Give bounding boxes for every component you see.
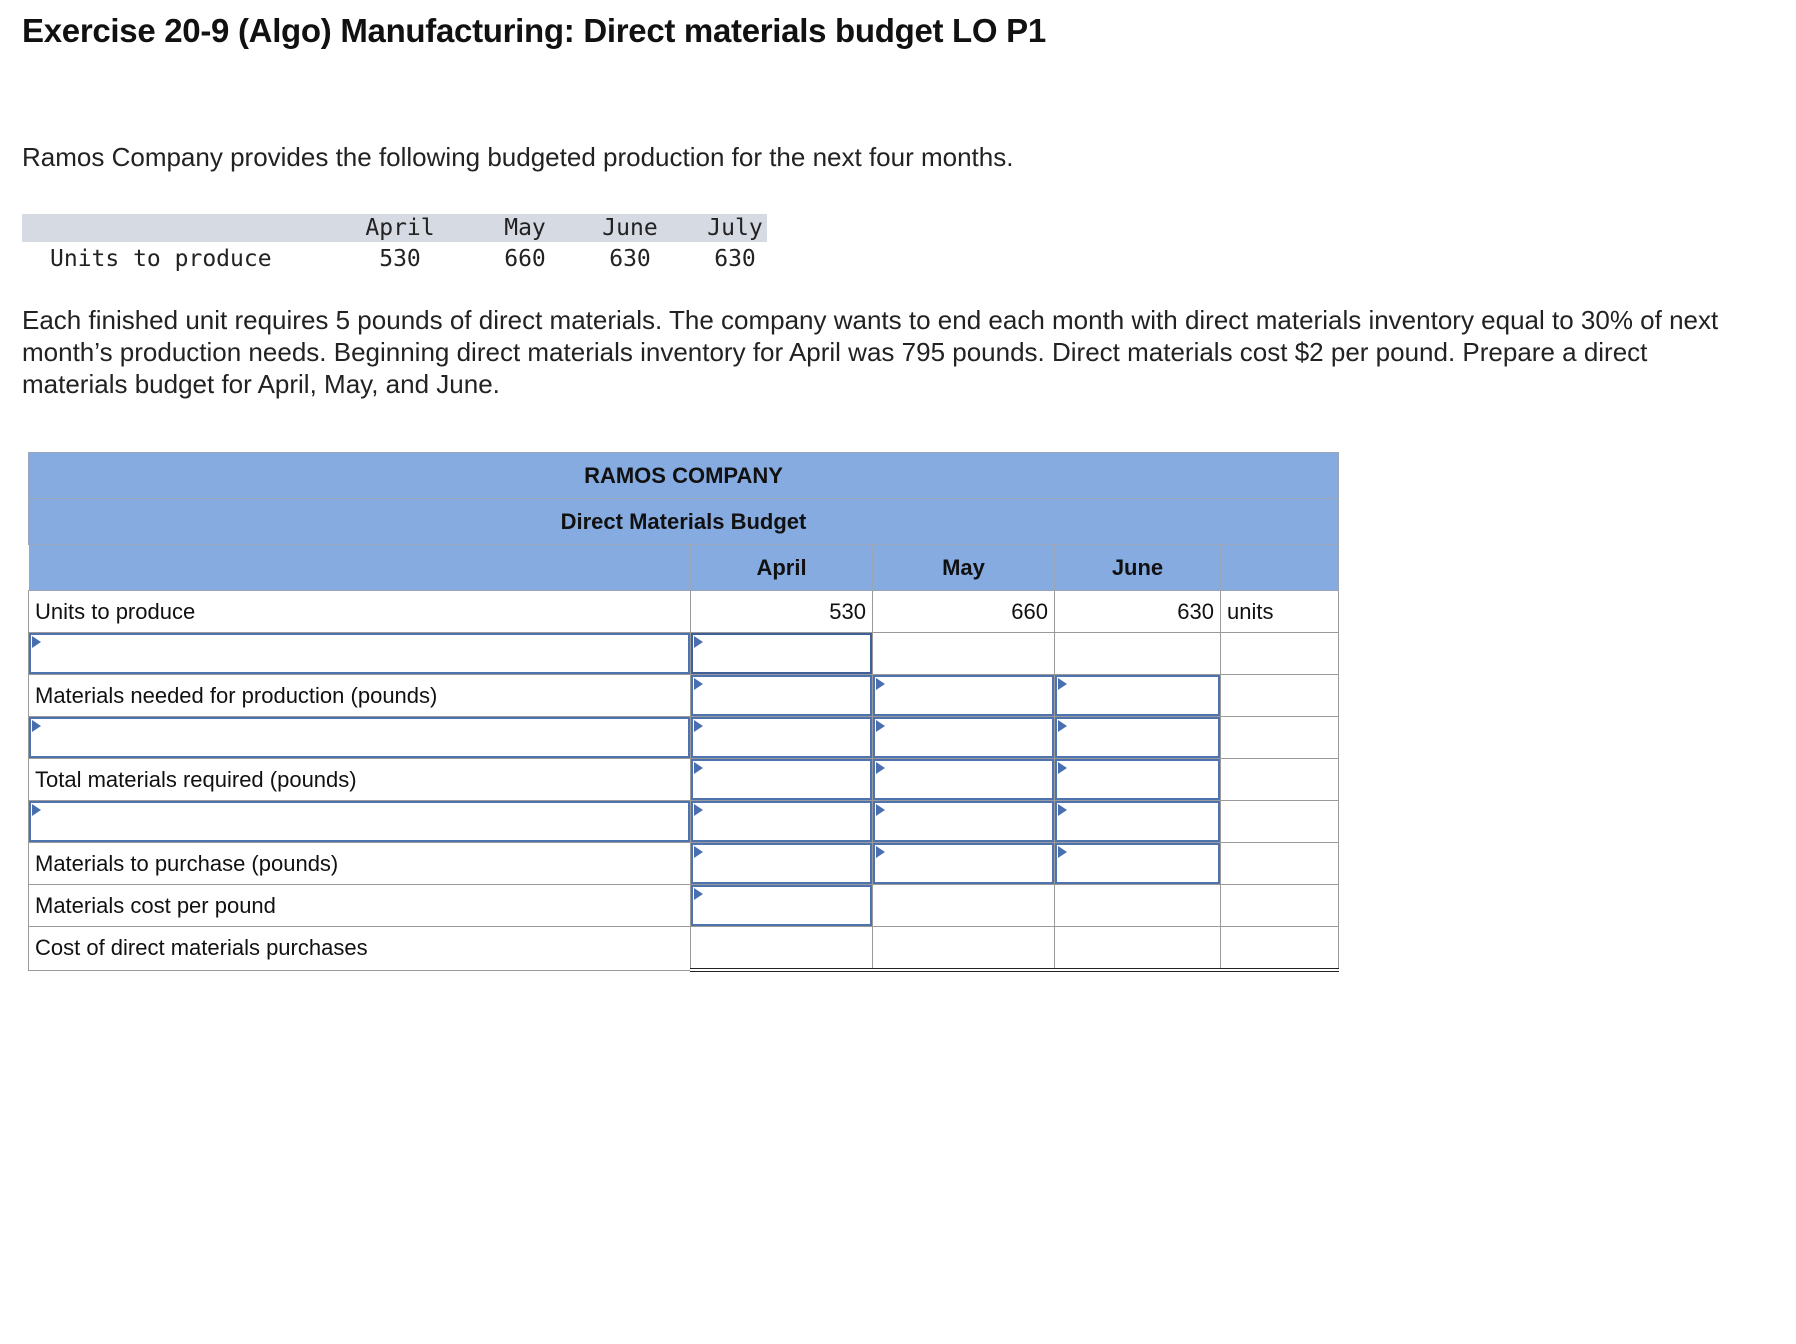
budget-row-cost-purchases bbox=[29, 927, 1339, 971]
june-empty-1 bbox=[1055, 633, 1221, 675]
dropdown-indicator-icon bbox=[876, 804, 885, 816]
budget-title: Direct Materials Budget bbox=[29, 499, 1339, 545]
row-label-select-3[interactable] bbox=[29, 801, 691, 843]
cost-per-pound-label: Materials cost per pound bbox=[29, 885, 691, 927]
production-month-june: June bbox=[602, 215, 658, 241]
dropdown-indicator-icon bbox=[694, 636, 703, 648]
page-title: Exercise 20-9 (Algo) Manufacturing: Direct materials budget LO P1 bbox=[22, 12, 1046, 49]
production-units-label: Units to produce bbox=[50, 246, 272, 272]
materials-needed-may-input[interactable] bbox=[873, 675, 1055, 717]
budget-row-total-required bbox=[29, 759, 1339, 801]
cost-purchases-label: Cost of direct materials purchases bbox=[29, 927, 691, 971]
total-required-label: Total materials required (pounds) bbox=[29, 759, 691, 801]
dropdown-indicator-icon bbox=[694, 678, 703, 690]
budget-header-april: April bbox=[691, 545, 873, 591]
april-input-2[interactable] bbox=[691, 717, 873, 759]
unit-empty-1 bbox=[1221, 633, 1339, 675]
problem-description: Each finished unit requires 5 pounds of direct materials. The company wants to end each month with direct materials inventory equal to 30% of next month’s production needs. Beginning direct materials inventory for April was 795 pounds. Direct materials cost $2 per pound. Prepare a direct materials budget for April, May, and June. bbox=[22, 305, 1719, 399]
materials-needed-june-input[interactable] bbox=[1055, 675, 1221, 717]
cost-purchases-unit bbox=[1221, 927, 1339, 971]
budget-row-units bbox=[29, 591, 1339, 633]
dropdown-indicator-icon bbox=[876, 762, 885, 774]
cost-purchases-may bbox=[873, 927, 1055, 971]
dropdown-indicator-icon bbox=[1058, 720, 1067, 732]
dropdown-indicator-icon bbox=[32, 636, 41, 648]
to-purchase-june-input[interactable] bbox=[1055, 843, 1221, 885]
cost-per-pound-april-input[interactable] bbox=[691, 885, 873, 927]
production-units-june: 630 bbox=[609, 246, 651, 272]
dropdown-indicator-icon bbox=[694, 888, 703, 900]
budget-row-label-input-1 bbox=[29, 633, 1339, 675]
may-input-3[interactable] bbox=[873, 801, 1055, 843]
dropdown-indicator-icon bbox=[1058, 762, 1067, 774]
may-empty-7 bbox=[873, 885, 1055, 927]
units-may-value: 660 bbox=[873, 591, 1055, 633]
budget-header-may: May bbox=[873, 545, 1055, 591]
production-units-row bbox=[22, 242, 767, 274]
budget-header-june: June bbox=[1055, 545, 1221, 591]
production-month-may: May bbox=[504, 215, 546, 241]
units-suffix: units bbox=[1221, 591, 1339, 633]
cost-purchases-june bbox=[1055, 927, 1221, 971]
production-units-july: 630 bbox=[714, 246, 756, 272]
april-input-3[interactable] bbox=[691, 801, 873, 843]
unit-empty-2 bbox=[1221, 675, 1339, 717]
units-june-value: 630 bbox=[1055, 591, 1221, 633]
intro-text: Ramos Company provides the following budgeted production for the next four months. bbox=[22, 142, 1014, 172]
materials-needed-label: Materials needed for production (pounds) bbox=[29, 675, 691, 717]
production-table bbox=[22, 214, 767, 274]
row-label-select-2[interactable] bbox=[29, 717, 691, 759]
dropdown-indicator-icon bbox=[32, 804, 41, 816]
budget-row-label-input-2 bbox=[29, 717, 1339, 759]
materials-needed-april-input[interactable] bbox=[691, 675, 873, 717]
production-month-july: July bbox=[707, 215, 763, 241]
dropdown-indicator-icon bbox=[876, 720, 885, 732]
budget-row-to-purchase bbox=[29, 843, 1339, 885]
dropdown-indicator-icon bbox=[1058, 846, 1067, 858]
june-empty-7 bbox=[1055, 885, 1221, 927]
unit-empty-7 bbox=[1221, 885, 1339, 927]
dropdown-indicator-icon bbox=[694, 720, 703, 732]
direct-materials-budget-table bbox=[28, 452, 1339, 972]
april-input-1[interactable] bbox=[691, 633, 873, 675]
unit-empty-3 bbox=[1221, 717, 1339, 759]
total-required-june-input[interactable] bbox=[1055, 759, 1221, 801]
budget-row-label-input-3 bbox=[29, 801, 1339, 843]
row-label-select-1[interactable] bbox=[29, 633, 691, 675]
may-input-2[interactable] bbox=[873, 717, 1055, 759]
dropdown-indicator-icon bbox=[1058, 804, 1067, 816]
units-to-produce-label: Units to produce bbox=[29, 591, 691, 633]
dropdown-indicator-icon bbox=[876, 678, 885, 690]
may-empty-1 bbox=[873, 633, 1055, 675]
production-month-april: April bbox=[365, 215, 435, 241]
cost-purchases-april bbox=[691, 927, 873, 971]
dropdown-indicator-icon bbox=[694, 804, 703, 816]
unit-empty-4 bbox=[1221, 759, 1339, 801]
budget-company-row bbox=[29, 453, 1339, 499]
budget-header-units-blank bbox=[1221, 545, 1339, 591]
to-purchase-label: Materials to purchase (pounds) bbox=[29, 843, 691, 885]
unit-empty-6 bbox=[1221, 843, 1339, 885]
production-units-may: 660 bbox=[504, 246, 546, 272]
units-april-value: 530 bbox=[691, 591, 873, 633]
production-units-april: 530 bbox=[379, 246, 421, 272]
budget-company-name: RAMOS COMPANY bbox=[29, 453, 1339, 499]
total-required-may-input[interactable] bbox=[873, 759, 1055, 801]
total-required-april-input[interactable] bbox=[691, 759, 873, 801]
budget-header-blank bbox=[29, 545, 691, 591]
dropdown-indicator-icon bbox=[876, 846, 885, 858]
dropdown-indicator-icon bbox=[32, 720, 41, 732]
dropdown-indicator-icon bbox=[1058, 678, 1067, 690]
to-purchase-may-input[interactable] bbox=[873, 843, 1055, 885]
june-input-3[interactable] bbox=[1055, 801, 1221, 843]
june-input-2[interactable] bbox=[1055, 717, 1221, 759]
to-purchase-april-input[interactable] bbox=[691, 843, 873, 885]
budget-column-header-row bbox=[29, 545, 1339, 591]
unit-empty-5 bbox=[1221, 801, 1339, 843]
budget-title-row bbox=[29, 499, 1339, 545]
budget-row-materials-needed bbox=[29, 675, 1339, 717]
production-header-row bbox=[22, 214, 767, 242]
dropdown-indicator-icon bbox=[694, 846, 703, 858]
budget-row-cost-per-pound bbox=[29, 885, 1339, 927]
dropdown-indicator-icon bbox=[694, 762, 703, 774]
